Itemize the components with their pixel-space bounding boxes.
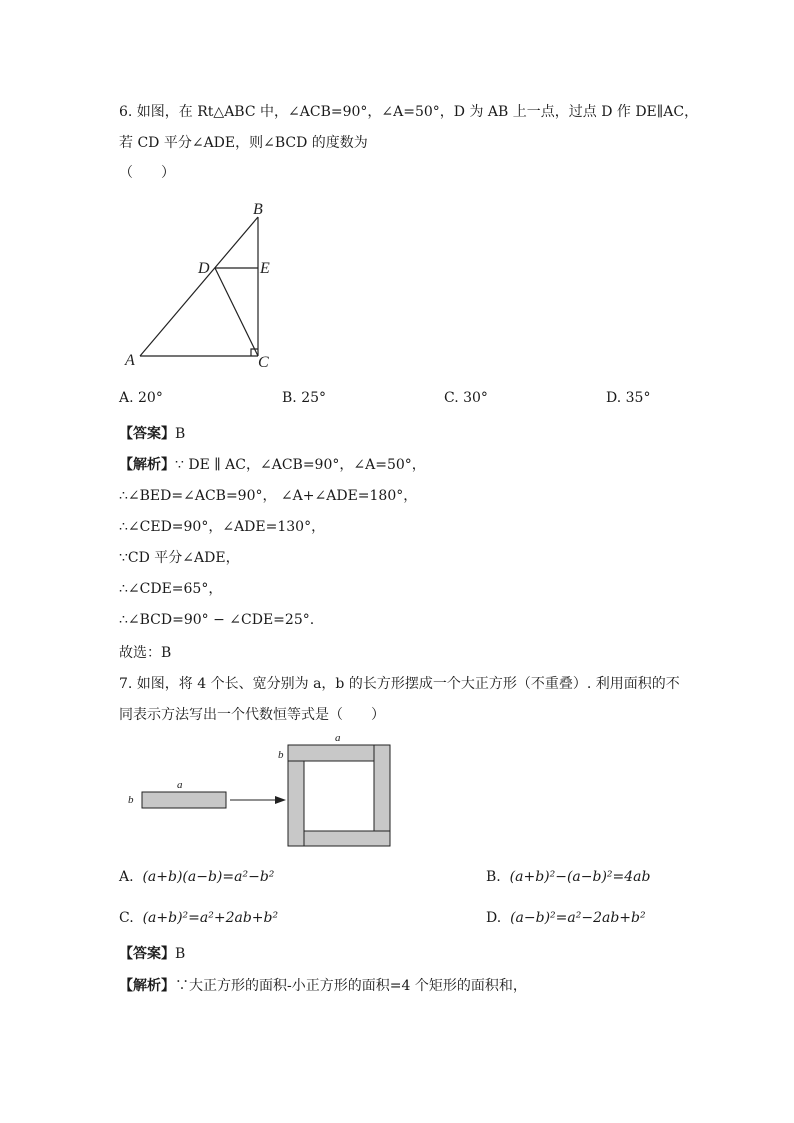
analysis-text: ∵大正方形的面积-小正方形的面积=4 个矩形的面积和， <box>175 978 527 994</box>
analysis-tag: 【解析】 <box>119 457 175 473</box>
inner-small-square <box>304 761 374 831</box>
q6-step-5: ∴∠BCD=90° − ∠CDE=25°. <box>119 612 315 628</box>
option-label: B. <box>486 869 501 885</box>
q7-stem-line1: 7. 如图，将 4 个长、宽分别为 a，b 的长方形摆成一个大正方形（不重叠）. 利用面积的不 <box>119 676 680 692</box>
analysis-tag: 【解析】 <box>119 978 175 994</box>
option-expression: (a+b)(a−b)=a²−b² <box>142 869 275 885</box>
rect-label-a: a <box>177 779 183 791</box>
option-label: D. <box>486 910 502 926</box>
q6-option-b: B. 25° <box>282 390 327 406</box>
rect-label-b: b <box>128 794 134 806</box>
q6-answer-blank: （ ） <box>119 165 175 181</box>
option-expression: (a+b)²−(a−b)²=4ab <box>509 869 651 885</box>
q6-step-2: ∴∠CED=90°，∠ADE=130°， <box>119 519 326 535</box>
label-d: D <box>198 260 210 277</box>
q7-answer <box>119 944 185 964</box>
big-square-bottom-rect <box>304 831 390 846</box>
q6-step-3: ∵CD 平分∠ADE， <box>119 550 240 566</box>
big-square-right-rect <box>374 745 390 831</box>
label-e: E <box>260 260 270 277</box>
q6-analysis-line1 <box>119 455 426 475</box>
q7-option-a <box>119 867 274 887</box>
q6-triangle-figure <box>115 195 285 375</box>
option-label: A. <box>119 869 134 885</box>
segment-dc <box>215 268 258 356</box>
q6-step-4: ∴∠CDE=65°， <box>119 581 223 597</box>
answer-tag: 【答案】 <box>119 946 175 962</box>
answer-tag: 【答案】 <box>119 426 175 442</box>
q6-step-1: ∴∠BED=∠ACB=90°， ∠A+∠ADE=180°， <box>119 488 418 504</box>
q6-stem-line1: 6. 如图，在 Rt△ABC 中，∠ACB=90°，∠A=50°，D 为 AB 上一点，过点 D 作 DE∥AC， <box>119 104 699 120</box>
single-rectangle <box>142 792 226 808</box>
q6-option-a: A. 20° <box>119 390 163 406</box>
label-b: B <box>253 201 263 218</box>
q7-rectangles-figure <box>115 728 405 853</box>
option-label: C. <box>119 910 134 926</box>
square-label-b: b <box>278 749 284 761</box>
q6-stem-line2: 若 CD 平分∠ADE，则∠BCD 的度数为 <box>119 135 368 151</box>
option-expression: (a+b)²=a²+2ab+b² <box>142 910 279 926</box>
arrow-head <box>275 796 286 804</box>
q7-analysis <box>119 976 527 996</box>
q7-option-b <box>486 867 650 887</box>
label-c: C <box>258 354 269 371</box>
analysis-text: ∵ DE ∥ AC，∠ACB=90°，∠A=50°， <box>175 457 426 473</box>
q6-conclusion: 故选：B <box>119 645 172 661</box>
q7-option-c <box>119 908 278 928</box>
q6-answer <box>119 424 185 444</box>
option-expression: (a−b)²=a²−2ab+b² <box>510 910 646 926</box>
answer-value: B <box>175 426 186 442</box>
segment-ab <box>140 217 258 356</box>
q6-option-d: D. 35° <box>606 390 651 406</box>
label-a: A <box>125 352 135 369</box>
square-label-a: a <box>335 732 341 744</box>
answer-value: B <box>175 946 186 962</box>
q7-option-d <box>486 908 646 928</box>
q7-stem-line2: 同表示方法写出一个代数恒等式是（ ） <box>119 707 385 723</box>
q6-option-c: C. 30° <box>444 390 488 406</box>
big-square-left-rect <box>288 761 304 846</box>
